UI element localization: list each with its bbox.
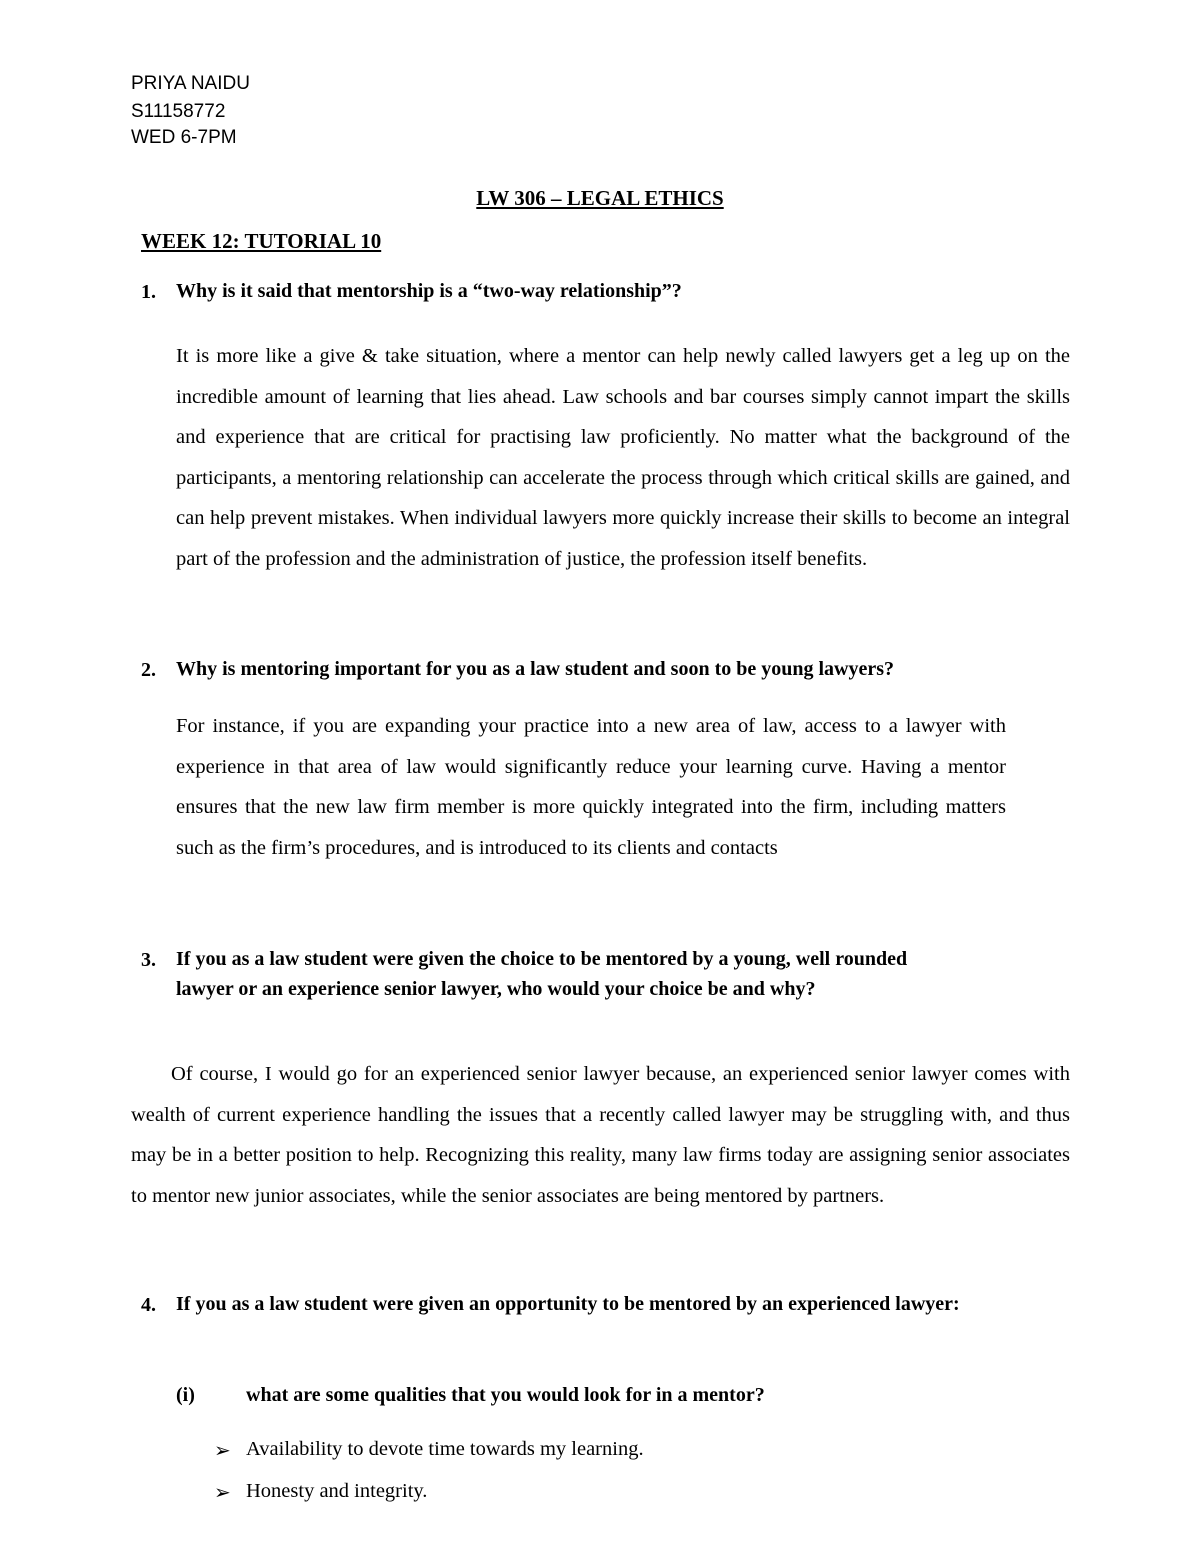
week-heading: WEEK 12: TUTORIAL 10 bbox=[141, 229, 382, 253]
question-4-number: 4. bbox=[141, 1294, 156, 1316]
student-id: S11158772 bbox=[131, 101, 226, 122]
arrow-bullet-icon: ➢ bbox=[214, 1480, 231, 1504]
question-3-text: If you as a law student were given the choice to be mentored by a young, well rounded lawyer or an experience senior lawyer, who would your choice be and why? bbox=[176, 948, 908, 1000]
subquestion-text: what are some qualities that you would look for in a mentor? bbox=[246, 1384, 765, 1406]
list-item: Honesty and integrity. bbox=[246, 1480, 428, 1502]
question-2-text: Why is mentoring important for you as a law student and soon to be young lawyers? bbox=[176, 658, 895, 680]
question-1-number: 1. bbox=[141, 281, 156, 303]
arrow-bullet-icon: ➢ bbox=[214, 1438, 231, 1462]
question-2-number: 2. bbox=[141, 659, 156, 681]
subquestion-label: (i) bbox=[176, 1384, 195, 1406]
list-item: Availability to devote time towards my learning. bbox=[246, 1438, 644, 1460]
question-3-number: 3. bbox=[141, 949, 156, 971]
answer-3: Of course, I would go for an experienced senior lawyer because, an experienced senior lawyer comes with wealth of current experience handling the issues that a recently called lawyer may be struggling with, and thus may be in a better position to help. Recognizing this reality, many law firms today are assigning senior associates to mentor new junior associates, while the senior associates are being mentored by partners. bbox=[131, 1063, 1070, 1207]
author-name: PRIYA NAIDU bbox=[131, 73, 250, 94]
question-4-text: If you as a law student were given an opportunity to be mentored by an experienced lawyer: bbox=[176, 1293, 960, 1315]
session-time: WED 6-7PM bbox=[131, 127, 237, 148]
document-title: LW 306 – LEGAL ETHICS bbox=[476, 186, 724, 210]
question-1-text: Why is it said that mentorship is a “two-way relationship”? bbox=[176, 280, 682, 302]
answer-1: It is more like a give & take situation, where a mentor can help newly called lawyers get a leg up on the incredible amount of learning that lies ahead. Law schools and bar courses simply cannot impart the skills and experience that are critical for practising law proficiently. No matter what the background of the participants, a mentoring relationship can accelerate the process through which critical skills are gained, and can help prevent mistakes. When individual lawyers more quickly increase their skills to become an integral part of the profession and the administration of justice, the profession itself benefits. bbox=[176, 345, 1070, 570]
answer-2: For instance, if you are expanding your practice into a new area of law, access to a lawyer with experience in that area of law would significantly reduce your learning curve. Having a mentor ensures that the new law firm member is more quickly integrated into the firm, including matters such as the firm’s procedures, and is introduced to its clients and contacts bbox=[176, 715, 1006, 859]
